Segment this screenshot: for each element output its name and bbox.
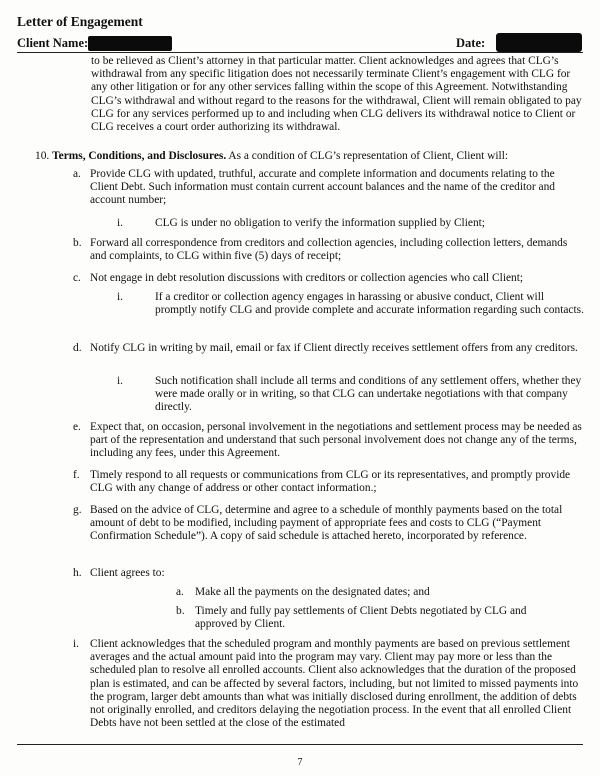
client-name-redaction <box>88 36 172 51</box>
item-marker: f. <box>73 469 80 481</box>
header-rule <box>17 52 583 53</box>
list-item: CLG is under no obligation to verify the information supplied by Client; <box>155 217 485 229</box>
list-item: Forward all correspondence from creditors and collection agencies, including collection letters, demands and complaints, to CLG within five (5) days of receipt; <box>90 237 568 263</box>
item-marker: a. <box>73 168 81 180</box>
list-item: Notify CLG in writing by mail, email or fax if Client directly receives settlement offers from any creditors. <box>90 342 578 354</box>
list-item: Not engage in debt resolution discussions with creditors or collection agencies who call Client; <box>90 272 524 284</box>
list-item: Expect that, on occasion, personal involvement in the negotiations and settlement process may be needed as part of the representation and understand that such personal involvement does not change any of the terms, including any fees, under this Agreement. <box>90 421 582 460</box>
section-heading: Terms, Conditions, and Disclosures. <box>52 150 227 162</box>
list-item: Timely and fully pay settlements of Client Debts negotiated by CLG and approved by Client. <box>195 605 527 631</box>
item-marker: h. <box>73 567 82 579</box>
list-item: Based on the advice of CLG, determine and agree to a schedule of monthly payments based on the total amount of debt to be modified, including payment of appropriate fees and costs to CLG (“Payment Confirmation Schedule”). A copy of said schedule is attached hereto, incorporated by reference. <box>90 504 563 543</box>
list-item: Client acknowledges that the scheduled program and monthly payments are based on previous settlement averages and the actual amount paid into the program may vary. Client may pay more or less than the scheduled plan to resolve all enrolled accounts. Client also acknowledges that the duration of the proposed plan is estimated, and can be affected by several factors, including, but not limited to missed payments into the program, larger debt amounts than what was initially disclosed during enrollment, the addition of debts not originally enrolled, and creditors delaying the negotiation process. In the event that all enrolled Client Debts have not been settled at the close of the estimated <box>90 638 579 730</box>
header-fields-row <box>17 33 583 51</box>
item-marker: a. <box>176 586 184 598</box>
list-item: Timely respond to all requests or communications from CLG or its representatives, and promptly provide CLG with any change of address or other contact information.; <box>90 469 571 495</box>
list-item: Provide CLG with updated, truthful, accurate and complete information and documents relating to the Client Debt. Such information must contain current account balances and the name of the creditor and account number; <box>90 168 555 207</box>
list-item: Client agrees to: <box>90 567 165 579</box>
date-label: Date: <box>456 36 486 50</box>
page-title: Letter of Engagement <box>17 14 143 29</box>
item-marker: e. <box>73 421 81 433</box>
date-redaction <box>496 33 582 52</box>
page-number: 7 <box>297 757 303 768</box>
item-marker: i. <box>117 375 124 387</box>
intro-paragraph: to be relieved as Client’s attorney in that particular matter. Client acknowledges and agrees that CLG’s withdrawal from any specific litigation does not necessarily terminate Client’s engagement with CLG for any other litigation or for any other services falling within the scope of this Agreement. Notwithstanding CLG’s withdrawal and without regard to the reasons for the withdrawal, Client will remain obligated to pay CLG for any services performed up to and including when CLG delivers its withdrawal notice to Client or CLG receives a court order authorizing its withdrawal. <box>91 55 582 134</box>
list-item: Such notification shall include all terms and conditions of any settlement offers, whether they were made orally or in writing, so that CLG can undertake negotiations with that company directly. <box>155 375 582 414</box>
item-marker: c. <box>73 272 81 284</box>
section-number: 10. <box>35 150 50 162</box>
item-marker: b. <box>176 605 185 617</box>
item-marker: g. <box>73 504 82 516</box>
list-item: Make all the payments on the designated dates; and <box>195 586 430 598</box>
section-lead: As a condition of CLG’s representation of Client, Client will: <box>228 150 509 162</box>
item-marker: d. <box>73 342 82 354</box>
list-item: If a creditor or collection agency engages in harassing or abusive conduct, Client will promptly notify CLG and provide complete and accurate information regarding such contacts. <box>155 291 584 317</box>
section-10-heading-line <box>35 150 585 163</box>
item-marker: i. <box>117 217 124 229</box>
item-marker: i. <box>117 291 124 303</box>
item-marker: i. <box>73 638 80 650</box>
item-marker: b. <box>73 237 82 249</box>
client-name-label: Client Name: <box>17 36 89 50</box>
footer-rule <box>17 744 583 745</box>
